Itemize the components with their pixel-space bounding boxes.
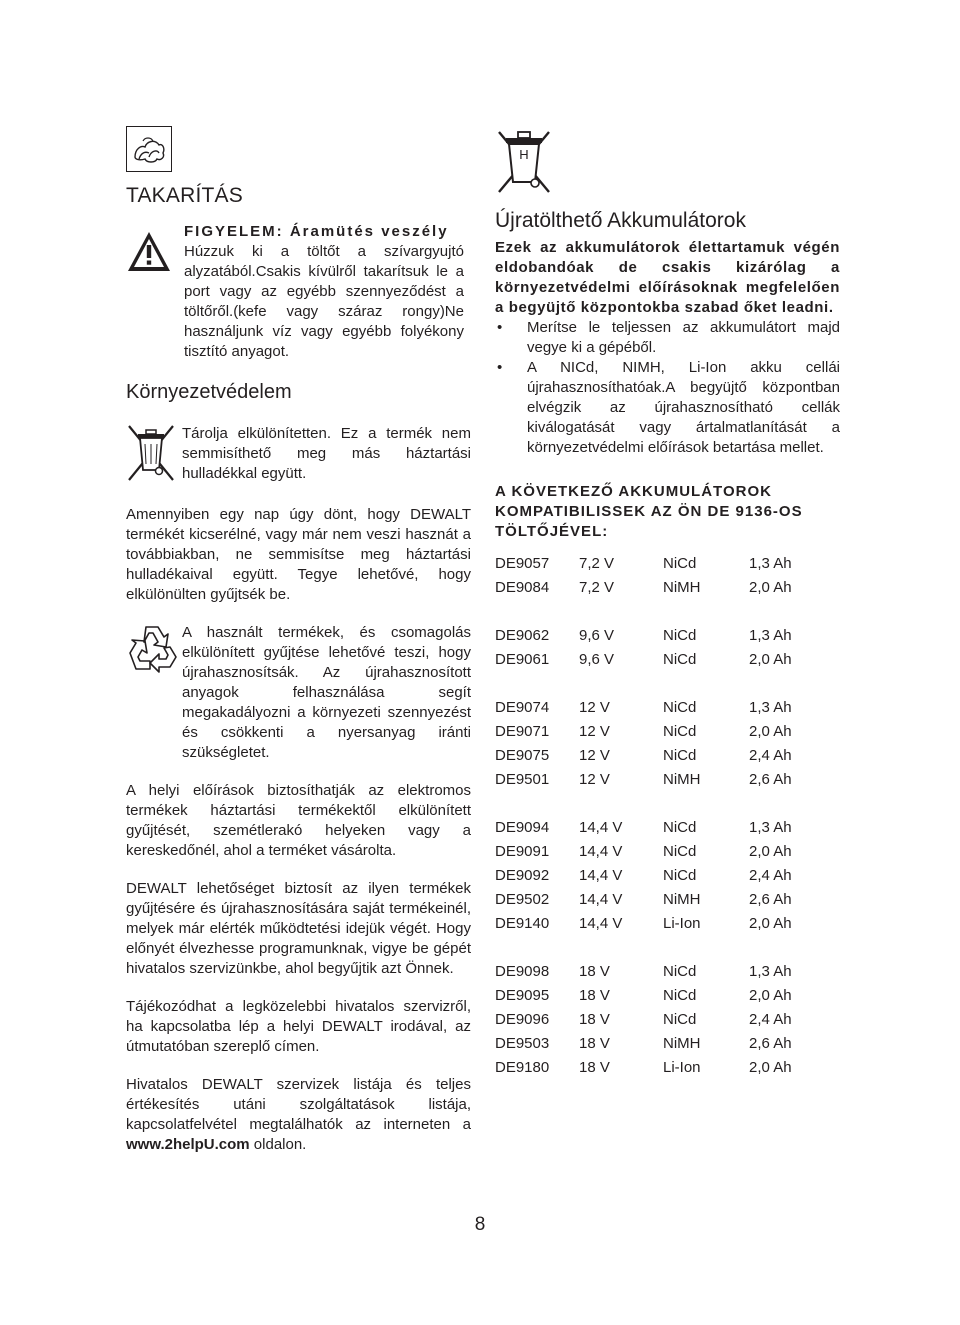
- recycle-text: A használt termékek, és csomagolás elkülönített gyűjtése lehetővé teszi, hogy újrahasznosítsák. Az újrahasznosított anyagok felhasználása segít megakadályozni a környezeti szennyezést és csökkenti a nyersanyag iránti szükségletet.: [182, 624, 471, 761]
- chemistry-cell: Li-Ion: [663, 1059, 701, 1076]
- crossed-out-bin-icon: [126, 424, 182, 487]
- capacity-cell: 2,6 Ah: [749, 771, 792, 788]
- chemistry-cell: NiMH: [663, 579, 701, 596]
- model-cell: DE9084: [495, 579, 550, 596]
- bin-text: Tárolja elkülönítetten. Ez a termék nem semmisíthető meg más háztartási hulladékkal együtt.: [182, 425, 471, 482]
- voltage-cell: 14,4 V: [579, 867, 623, 884]
- capacity-cell: 2,0 Ah: [749, 843, 792, 860]
- voltage-cell: 18 V: [579, 963, 610, 980]
- chemistry-cell: NiCd: [663, 651, 697, 668]
- recycle-block: [126, 623, 471, 763]
- model-cell: DE9180: [495, 1059, 550, 1076]
- cleaning-title: TAKARÍTÁS: [126, 184, 243, 207]
- warning-title: FIGYELEM: Áramütés veszély: [184, 223, 449, 240]
- capacity-cell: 2,4 Ah: [749, 747, 792, 764]
- voltage-cell: 12 V: [579, 771, 610, 788]
- table-row: [495, 744, 795, 768]
- environment-title: Környezetvédelem: [126, 381, 292, 403]
- model-cell: DE9057: [495, 555, 550, 572]
- nearest-service-paragraph: Tájékozódhat a legközelebbi hivatalos szervizről, ha kapcsolatba lép a helyi DEWALT irodával, az útmutatóban szereplő címen.: [126, 998, 471, 1055]
- dewalt-collect-paragraph: DEWALT lehetőséget biztosít az ilyen termékek gyűjtésére és újrahasznosítására saját termékeinél, melyek már elérték működtetési idejük végét. Hogy előnyét élvezhesse programunknak, vigye be gépét hivatalos szervizünkbe, ahol begyűjtik azt Önnek.: [126, 880, 471, 977]
- capacity-cell: 2,0 Ah: [749, 651, 792, 668]
- website-link[interactable]: www.2helpU.com: [126, 1136, 250, 1153]
- model-cell: DE9098: [495, 963, 550, 980]
- table-row: [495, 1056, 795, 1080]
- table-row: [495, 816, 795, 840]
- table-row: [495, 1008, 795, 1032]
- table-row: [495, 888, 795, 912]
- capacity-cell: 1,3 Ah: [749, 699, 792, 716]
- chemistry-cell: NiMH: [663, 1035, 701, 1052]
- left-column: [126, 126, 471, 1155]
- recycle-icon: [126, 623, 182, 763]
- chemistry-cell: NiCd: [663, 987, 697, 1004]
- svg-text:H: H: [519, 147, 529, 162]
- table-row: [495, 552, 795, 576]
- bin-block: [126, 424, 471, 487]
- chemistry-cell: NiCd: [663, 627, 697, 644]
- chemistry-cell: Li-Ion: [663, 915, 701, 932]
- capacity-cell: 2,0 Ah: [749, 723, 792, 740]
- accumulators-bold-text: Ezek az akkumulátorok élettartamuk végén eldobandóak de csakis kizárólag a környezetvédelmi előírásoknak megfelelően a begyüjtő központokba szabad őket leadni.: [495, 239, 840, 316]
- voltage-cell: 18 V: [579, 1035, 610, 1052]
- capacity-cell: 2,4 Ah: [749, 1011, 792, 1028]
- compatibility-title: A KÖVETKEZŐ AKKUMULÁTOROK KOMPATIBILISSEK AZ ÖN DE 9136-OS TÖLTŐJÉVEL:: [495, 483, 803, 540]
- chemistry-cell: NiCd: [663, 699, 697, 716]
- chemistry-cell: NiMH: [663, 771, 701, 788]
- page-number: 8: [474, 1214, 486, 1235]
- capacity-cell: 1,3 Ah: [749, 627, 792, 644]
- capacity-cell: 1,3 Ah: [749, 819, 792, 836]
- table-row: [495, 960, 795, 984]
- table-row: [495, 648, 795, 672]
- disposal-bullets: [495, 318, 840, 458]
- voltage-cell: 14,4 V: [579, 843, 623, 860]
- right-column: [495, 126, 840, 1080]
- model-cell: DE9091: [495, 843, 550, 860]
- capacity-cell: 2,0 Ah: [749, 915, 792, 932]
- list-item: • Merítse le teljessen az akkumulátort majd vegye ki a gépéből.: [497, 319, 840, 356]
- table-row: [495, 984, 795, 1008]
- crossed-out-battery-bin-icon: [495, 126, 553, 194]
- group-spacer: [495, 792, 795, 816]
- dewalt-replace-paragraph: Amennyiben egy nap úgy dönt, hogy DEWALT termékét kicserélné, vagy már nem veszi hasznát a továbbiakban, ne semmisítse meg háztartási hulladékaival együtt. Tegye lehetővé, hogy elkülönülten gyűjtsék be.: [126, 506, 471, 603]
- voltage-cell: 9,6 V: [579, 627, 615, 644]
- chemistry-cell: NiCd: [663, 747, 697, 764]
- model-cell: DE9074: [495, 699, 550, 716]
- table-row: [495, 864, 795, 888]
- group-spacer: [495, 672, 795, 696]
- table-row: [495, 624, 795, 648]
- capacity-cell: 2,6 Ah: [749, 891, 792, 908]
- cleaning-hands-icon: [126, 126, 172, 172]
- warning-triangle-icon: [126, 230, 182, 280]
- capacity-cell: 2,4 Ah: [749, 867, 792, 884]
- voltage-cell: 18 V: [579, 987, 610, 1004]
- warning-text: Húzzuk ki a töltőt a szívargyujtó alyzatából.Csakis kívülről takarítsuk le a port vagy az egyébb szennyeződést a töltőről.(kefe vagy száraz rongy)Ne használjunk víz vagy egyébb folyékony tisztító anyagot.: [184, 243, 464, 360]
- warning-block: [126, 222, 471, 362]
- group-spacer: [495, 936, 795, 960]
- capacity-cell: 2,0 Ah: [749, 1059, 792, 1076]
- voltage-cell: 14,4 V: [579, 819, 623, 836]
- model-cell: DE9501: [495, 771, 550, 788]
- group-spacer: [495, 600, 795, 624]
- model-cell: DE9096: [495, 1011, 550, 1028]
- chemistry-cell: NiCd: [663, 963, 697, 980]
- voltage-cell: 12 V: [579, 747, 610, 764]
- voltage-cell: 7,2 V: [579, 555, 615, 572]
- service-list-suffix: oldalon.: [249, 1136, 307, 1153]
- voltage-cell: 12 V: [579, 723, 610, 740]
- chemistry-cell: NiCd: [663, 843, 697, 860]
- chemistry-cell: NiCd: [663, 867, 697, 884]
- accumulators-title: Újratölthető Akkumulátorok: [495, 209, 746, 232]
- model-cell: DE9094: [495, 819, 550, 836]
- voltage-cell: 7,2 V: [579, 579, 615, 596]
- voltage-cell: 12 V: [579, 699, 610, 716]
- model-cell: DE9095: [495, 987, 550, 1004]
- service-list-text: Hivatalos DEWALT szervizek listája és teljes értékesítés utáni szolgáltatások listája, kapcsolatfelvétel megtalálhatók az interneten a: [126, 1076, 471, 1133]
- voltage-cell: 14,4 V: [579, 915, 623, 932]
- model-cell: DE9503: [495, 1035, 550, 1052]
- model-cell: DE9071: [495, 723, 550, 740]
- voltage-cell: 9,6 V: [579, 651, 615, 668]
- table-row: [495, 576, 795, 600]
- capacity-cell: 2,0 Ah: [749, 987, 792, 1004]
- voltage-cell: 18 V: [579, 1011, 610, 1028]
- capacity-cell: 2,0 Ah: [749, 579, 792, 596]
- model-cell: DE9062: [495, 627, 550, 644]
- local-rules-paragraph: A helyi előírások biztosíthatják az elektromos termékek háztartási termékektől elkülönített gyűjtését, szemétlerakó helyeken vagy a kereskedőnél, ahol a terméket vásárolta.: [126, 782, 471, 859]
- voltage-cell: 14,4 V: [579, 891, 623, 908]
- chemistry-cell: NiCd: [663, 723, 697, 740]
- model-cell: DE9061: [495, 651, 550, 668]
- service-list-paragraph: [126, 1075, 471, 1155]
- table-row: [495, 768, 795, 792]
- table-row: [495, 720, 795, 744]
- table-row: [495, 912, 795, 936]
- battery-table: [495, 552, 795, 1080]
- table-row: [495, 840, 795, 864]
- chemistry-cell: NiCd: [663, 555, 697, 572]
- table-row: [495, 696, 795, 720]
- chemistry-cell: NiCd: [663, 819, 697, 836]
- table-row: [495, 1032, 795, 1056]
- capacity-cell: 1,3 Ah: [749, 963, 792, 980]
- chemistry-cell: NiCd: [663, 1011, 697, 1028]
- list-item: • A NICd, NIMH, Li-Ion akku cellái újrahasznosíthatóak.A begyüjtő központban elvégzik az újrahasznosítható cellák kiválogatását vagy ártalmatlanítását a környezetvédelmi előírások betartása mellet.: [497, 359, 840, 456]
- capacity-cell: 1,3 Ah: [749, 555, 792, 572]
- model-cell: DE9502: [495, 891, 550, 908]
- capacity-cell: 2,6 Ah: [749, 1035, 792, 1052]
- model-cell: DE9092: [495, 867, 550, 884]
- voltage-cell: 18 V: [579, 1059, 610, 1076]
- model-cell: DE9140: [495, 915, 550, 932]
- chemistry-cell: NiMH: [663, 891, 701, 908]
- model-cell: DE9075: [495, 747, 550, 764]
